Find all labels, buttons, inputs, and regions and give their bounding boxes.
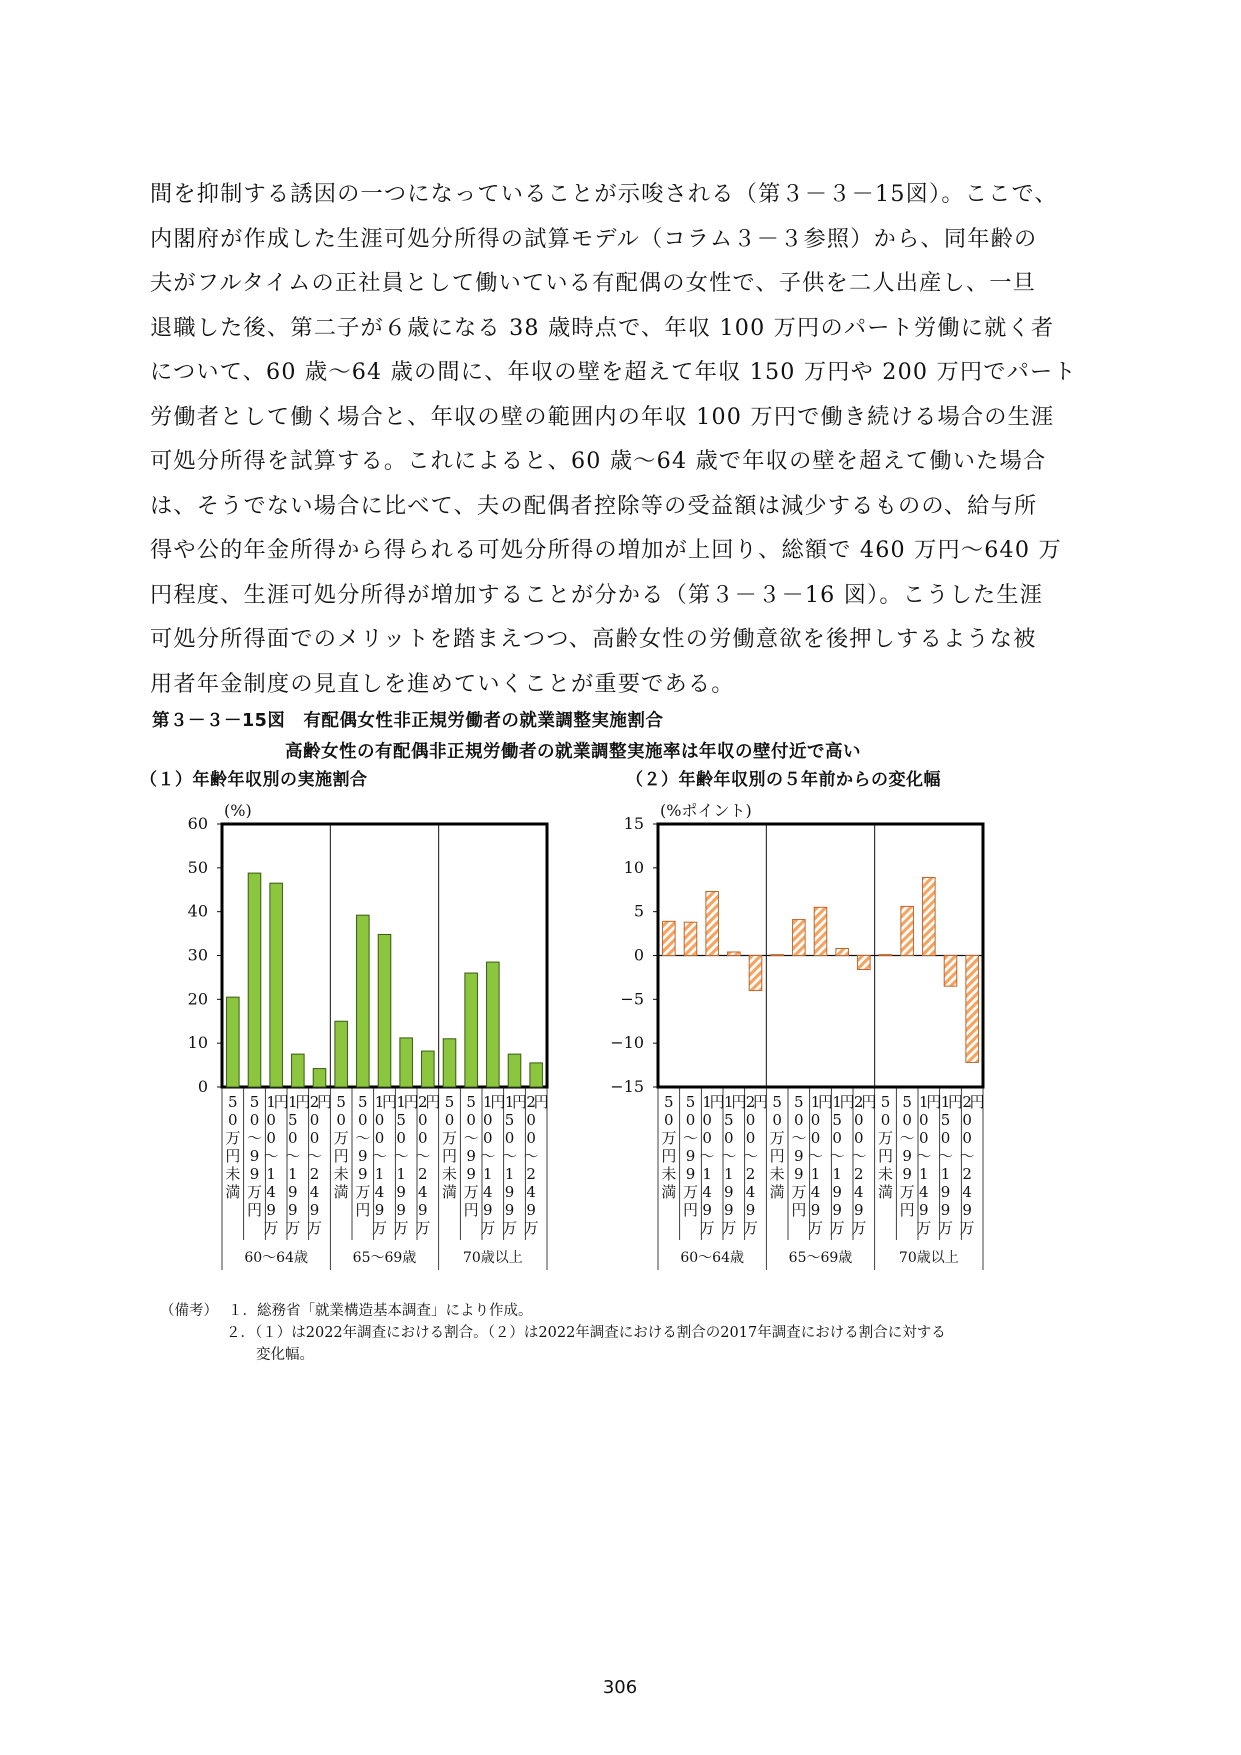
category-label: 1 5 0 ～ 1 9 9 万円	[393, 1093, 419, 1237]
y-tick-label: 0	[197, 1077, 208, 1096]
y-tick-label: 10	[623, 857, 644, 877]
page-number: 306	[602, 1677, 638, 1698]
category-label: 1 5 0 ～ 1 9 9 万円	[501, 1093, 528, 1237]
category-label: 5 0 ～ 9 9 万円	[791, 1093, 807, 1219]
note-item: １．総務省「就業構造基本調査」により作成。	[228, 1303, 533, 1319]
y-tick-label: 20	[187, 989, 208, 1009]
bar	[901, 906, 914, 955]
y-tick-label: −5	[620, 989, 644, 1009]
bar	[879, 955, 892, 956]
note-row-2	[160, 1322, 946, 1344]
notes	[160, 1300, 946, 1366]
y-tick-label: 30	[187, 945, 208, 965]
category-label: 1 0 0 ～ 1 4 9 万円	[807, 1093, 834, 1237]
category-label: 2 0 0 ～ 2 4 9 万円	[306, 1093, 333, 1237]
y-axis-unit-label: (%)	[224, 801, 252, 820]
bar	[313, 1069, 326, 1087]
group-label: 60～64歳	[244, 1250, 308, 1266]
y-tick-label: 60	[187, 814, 208, 833]
paragraph-line: 円程度、生涯可処分所得が増加することが分かる（第３－３－16 図）。こうした生涯	[150, 581, 1044, 608]
bar	[684, 922, 697, 955]
bar	[706, 892, 719, 956]
bar	[508, 1054, 521, 1087]
y-tick-label: 15	[623, 814, 644, 833]
paragraph-line: 可処分所得を試算する。これによると、60 歳～64 歳で年収の壁を超えて働いた場合	[150, 448, 1047, 474]
category-label: 1 5 0 ～ 1 9 9 万円	[721, 1093, 747, 1237]
paragraph-line: は、そうでない場合に比べて、夫の配偶者控除等の受益額は減少するものの、給与所	[150, 492, 1038, 519]
panel1-title: （１）年齢年収別の実施割合	[140, 770, 368, 790]
bar	[357, 915, 370, 1087]
category-label: 5 0 ～ 9 9 万円	[355, 1093, 371, 1219]
y-tick-label: 40	[187, 901, 208, 921]
bar	[465, 973, 478, 1087]
y-tick-label: −10	[610, 1033, 644, 1053]
bar	[923, 877, 936, 955]
y-tick-label: −15	[610, 1077, 644, 1096]
group-label: 65～69歳	[352, 1250, 417, 1266]
category-label: 1 5 0 ～ 1 9 9 万円	[285, 1093, 311, 1237]
paragraph-line: 退職した後、第二子が６歳になる 38 歳時点で、年収 100 万円のパート労働に就く者	[150, 314, 1055, 341]
bar	[227, 997, 240, 1087]
bar	[858, 956, 871, 970]
bar	[966, 956, 979, 1063]
note-item: ２．（１）は2022年調査における割合。（２）は2022年調査における割合の2017年調査における割合に対する	[226, 1325, 946, 1341]
bar	[400, 1038, 413, 1087]
category-label: 1 0 0 ～ 1 4 9 万円	[371, 1093, 398, 1237]
bar	[749, 956, 762, 991]
paragraph-line: 得や公的年金所得から得られる可処分所得の増加が上回り、総額で 460 万円～640 万	[150, 537, 1062, 563]
category-label: 2 0 0 ～ 2 4 9 万円	[742, 1093, 769, 1237]
bar	[814, 907, 827, 955]
y-tick-label: 5	[633, 901, 644, 921]
figure-subtitle: 高齢女性の有配偶非正規労働者の就業調整実施率は年収の壁付近で高い	[285, 742, 861, 762]
paragraph-line: 内閣府が作成した生涯可処分所得の試算モデル（コラム３－３参照）から、同年齢の	[150, 225, 1038, 252]
bar	[530, 1063, 543, 1087]
y-tick-label: 50	[187, 857, 208, 877]
category-label: 5 0 万円未満	[333, 1093, 349, 1201]
category-label: 1 0 0 ～ 1 4 9 万円	[480, 1093, 506, 1237]
category-label: 5 0 万円未満	[225, 1093, 241, 1201]
group-label: 70歳以上	[898, 1250, 959, 1266]
y-axis-unit-label: (%ポイント)	[660, 801, 752, 820]
category-label: 5 0 ～ 9 9 万円	[246, 1093, 263, 1219]
category-label: 5 0 万円未満	[877, 1093, 894, 1201]
bar	[378, 934, 391, 1087]
category-label: 1 5 0 ～ 1 9 9 万円	[829, 1093, 855, 1237]
bar	[663, 921, 676, 955]
paragraph-line: について、60 歳～64 歳の間に、年収の壁を超えて年収 150 万円や 200 万円でパート	[150, 359, 1077, 385]
notes-label: （備考）	[160, 1303, 218, 1319]
category-label: 1 0 0 ～ 1 4 9 万円	[916, 1093, 942, 1237]
category-label: 2 0 0 ～ 2 4 9 万円	[415, 1093, 441, 1237]
note-row-1	[160, 1300, 946, 1322]
category-label: 2 0 0 ～ 2 4 9 万円	[523, 1093, 549, 1237]
bar	[944, 956, 957, 987]
paragraph-line: 労働者として働く場合と、年収の壁の範囲内の年収 100 万円で働き続ける場合の生涯	[150, 403, 1055, 430]
category-label: 5 0 ～ 9 9 万円	[899, 1093, 915, 1219]
bar	[422, 1051, 435, 1087]
category-label: 2 0 0 ～ 2 4 9 万円	[851, 1093, 877, 1237]
bar	[728, 952, 741, 956]
panel2-title: （２）年齢年収別の５年前からの変化幅	[626, 770, 941, 790]
bar	[487, 962, 500, 1087]
group-label: 60～64歳	[680, 1250, 744, 1266]
y-tick-label: 10	[187, 1033, 208, 1053]
category-label: 1 0 0 ～ 1 4 9 万円	[263, 1093, 289, 1237]
category-label: 1 0 0 ～ 1 4 9 万円	[699, 1093, 725, 1237]
bar	[793, 920, 806, 956]
category-label: 5 0 万円未満	[661, 1093, 677, 1201]
bar	[292, 1054, 305, 1087]
bar	[270, 883, 283, 1087]
category-label: 5 0 万円未満	[769, 1093, 785, 1201]
category-label: 5 0 万円未満	[441, 1093, 458, 1201]
figure-title: 第３－３－15図 有配偶女性非正規労働者の就業調整実施割合	[152, 711, 664, 731]
bar	[443, 1039, 456, 1087]
bar	[248, 873, 261, 1087]
bar	[335, 1021, 348, 1087]
bar	[836, 948, 849, 955]
group-label: 70歳以上	[462, 1250, 523, 1266]
category-label: 2 0 0 ～ 2 4 9 万円	[959, 1093, 985, 1237]
paragraph-line: 可処分所得面でのメリットを踏まえつつ、高齢女性の労働意欲を後押しするような被	[150, 626, 1037, 652]
note-item: 変化幅。	[256, 1347, 314, 1363]
group-label: 65～69歳	[788, 1250, 853, 1266]
y-tick-label: 0	[633, 945, 644, 965]
bar	[771, 955, 784, 956]
paragraph-line: 間を抑制する誘因の一つになっていることが示唆される（第３－３－15図）。ここで、	[150, 181, 1058, 207]
category-label: 1 5 0 ～ 1 9 9 万円	[937, 1093, 964, 1237]
note-row-3	[160, 1344, 946, 1366]
paragraph-line: 用者年金制度の見直しを進めていくことが重要である。	[150, 670, 735, 697]
category-label: 5 0 ～ 9 9 万円	[682, 1093, 699, 1219]
paragraph-line: 夫がフルタイムの正社員として働いている有配偶の女性で、子供を二人出産し、一旦	[150, 270, 1037, 296]
category-label: 5 0 ～ 9 9 万円	[463, 1093, 479, 1219]
